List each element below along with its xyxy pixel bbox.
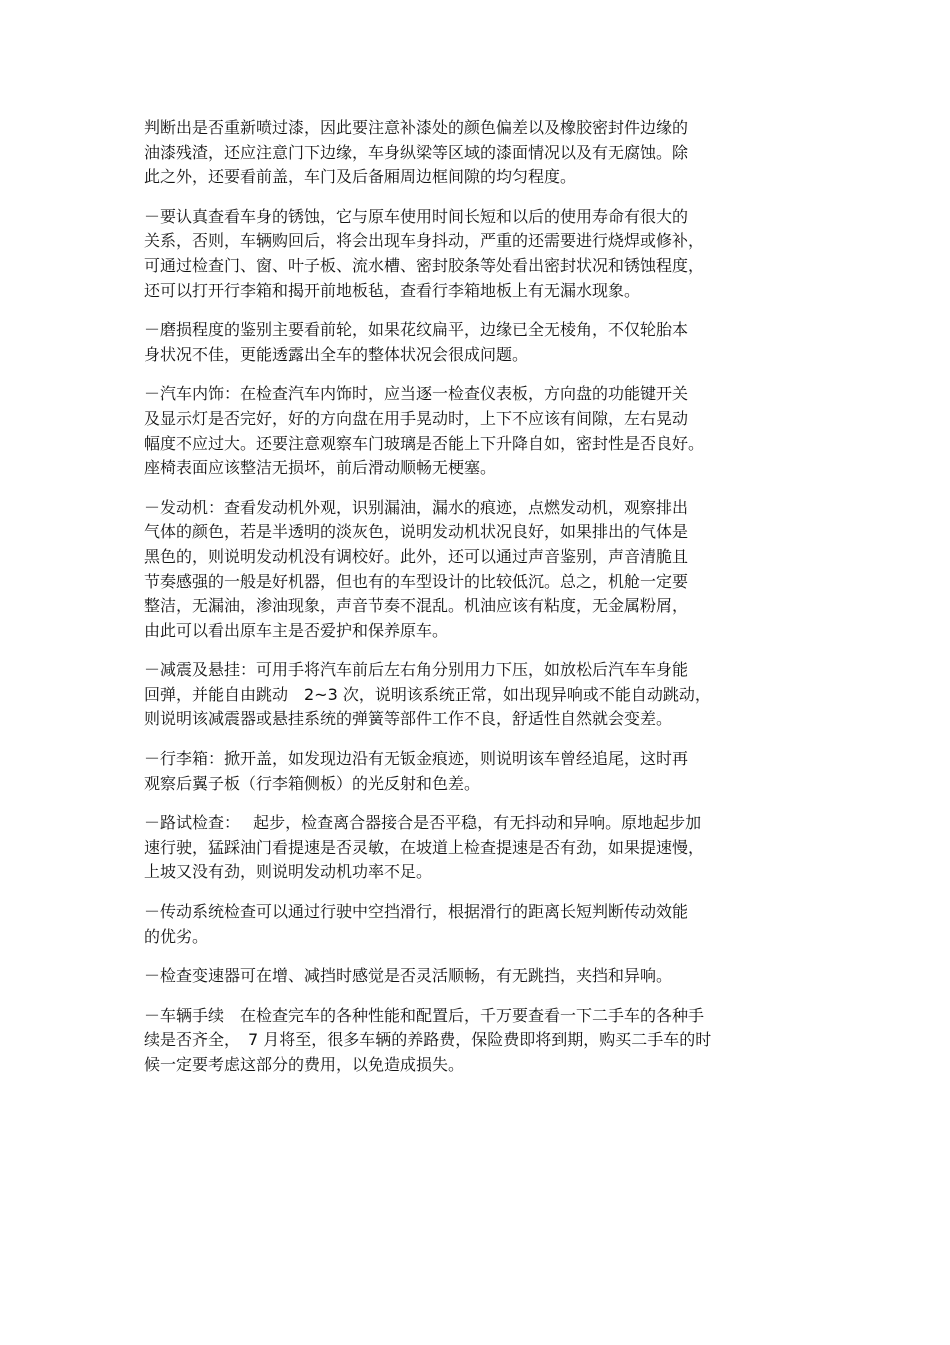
paragraph-paperwork — [144, 1004, 784, 1078]
text-line: 则说明该减震器或悬挂系统的弹簧等部件工作不良，舒适性自然就会变差。 — [144, 709, 673, 729]
text-line: 观察后翼子板（行李箱侧板）的光反射和色差。 — [144, 773, 481, 793]
paragraph-road-test — [144, 811, 784, 885]
paragraph-trunk — [144, 747, 784, 796]
paragraph-engine — [144, 496, 784, 644]
paragraph-transmission — [144, 964, 784, 989]
text-line: －汽车内饰：在检查汽车内饰时，应当逐一检查仪表板，方向盘的功能键开关 — [144, 384, 689, 404]
text-line: －磨损程度的鉴别主要看前轮，如果花纹扁平，边缘已全无棱角，不仅轮胎本 — [144, 320, 689, 340]
text-line: 判断出是否重新喷过漆，因此要注意补漆处的颜色偏差以及橡胶密封件边缘的 — [144, 118, 689, 137]
paragraph-drivetrain — [144, 900, 784, 949]
paragraph-tire-wear — [144, 318, 784, 367]
text-line: 及显示灯是否完好，好的方向盘在用手晃动时，上下不应该有间隙，左右晃动 — [144, 408, 689, 428]
paragraph-interior — [144, 382, 784, 480]
text-line: 还可以打开行李箱和揭开前地板毡，查看行李箱地板上有无漏水现象。 — [144, 280, 641, 300]
paragraph-paint-check — [144, 116, 784, 190]
text-line: 关系，否则，车辆购回后，将会出现车身抖动，严重的还需要进行烧焊或修补， — [144, 231, 705, 251]
text-line: 座椅表面应该整洁无损坏，前后滑动顺畅无梗塞。 — [144, 458, 497, 478]
text-line: 气体的颜色，若是半透明的淡灰色，说明发动机状况良好，如果排出的气体是 — [144, 522, 689, 542]
text-line: －传动系统检查可以通过行驶中空挡滑行，根据滑行的距离长短判断传动效能 — [144, 902, 689, 922]
text-line: 节奏感强的一般是好机器，但也有的车型设计的比较低沉。总之，机舱一定要 — [144, 571, 689, 591]
text-line: －车辆手续 在检查完车的各种性能和配置后，千万要查看一下二手车的各种手 — [144, 1005, 705, 1025]
text-line: 幅度不应过大。还要注意观察车门玻璃是否能上下升降自如，密封性是否良好。 — [144, 433, 705, 453]
text-line: 油漆残渣，还应注意门下边缘，车身纵梁等区域的漆面情况以及有无腐蚀。除 — [144, 142, 689, 162]
text-line: －减震及悬挂：可用手将汽车前后左右角分别用力下压，如放松后汽车车身能 — [144, 660, 689, 680]
text-line: －路试检查： 起步，检查离合器接合是否平稳，有无抖动和异响。原地起步加 — [144, 813, 702, 833]
text-line: 整洁，无漏油，渗油现象，声音节奏不混乱。机油应该有粘度，无金属粉屑， — [144, 596, 689, 616]
text-line: －检查变速器可在增、减挡时感觉是否灵活顺畅，有无跳挡，夹挡和异响。 — [144, 966, 673, 986]
text-line: 候一定要考虑这部分的费用，以免造成损失。 — [144, 1055, 465, 1074]
text-line: 的优劣。 — [144, 926, 209, 946]
text-line: －发动机：查看发动机外观，识别漏油，漏水的痕迹，点燃发动机，观察排出 — [144, 497, 689, 517]
text-line: 可通过检查门、窗、叶子板、流水槽、密封胶条等处看出密封状况和锈蚀程度， — [144, 255, 705, 275]
paragraph-suspension — [144, 658, 784, 732]
text-line: 续是否齐全， 7 月将至，很多车辆的养路费，保险费即将到期，购买二手车的时 — [144, 1030, 712, 1050]
text-line: －要认真查看车身的锈蚀，它与原车使用时间长短和以后的使用寿命有很大的 — [144, 206, 689, 226]
text-line: 由此可以看出原车主是否爱护和保养原车。 — [144, 620, 449, 640]
text-line: 速行驶，猛踩油门看提速是否灵敏，在坡道上检查提速是否有劲，如果提速慢， — [144, 837, 705, 857]
text-line: －行李箱：掀开盖，如发现边沿有无钣金痕迹，则说明该车曾经追尾，这时再 — [144, 749, 689, 769]
text-line: 上坡又没有劲，则说明发动机功率不足。 — [144, 862, 433, 882]
paragraph-rust-check — [144, 205, 784, 303]
text-line: 黑色的，则说明发动机没有调校好。此外，还可以通过声音鉴别，声音清脆且 — [144, 546, 689, 566]
text-line: 回弹，并能自由跳动 2~3 次，说明该系统正常，如出现异响或不能自动跳动， — [144, 684, 711, 704]
text-line: 身状况不佳，更能透露出全车的整体状况会很成问题。 — [144, 344, 529, 364]
text-line: 此之外，还要看前盖，车门及后备厢周边框间隙的均匀程度。 — [144, 167, 577, 187]
document-page — [144, 116, 784, 1093]
